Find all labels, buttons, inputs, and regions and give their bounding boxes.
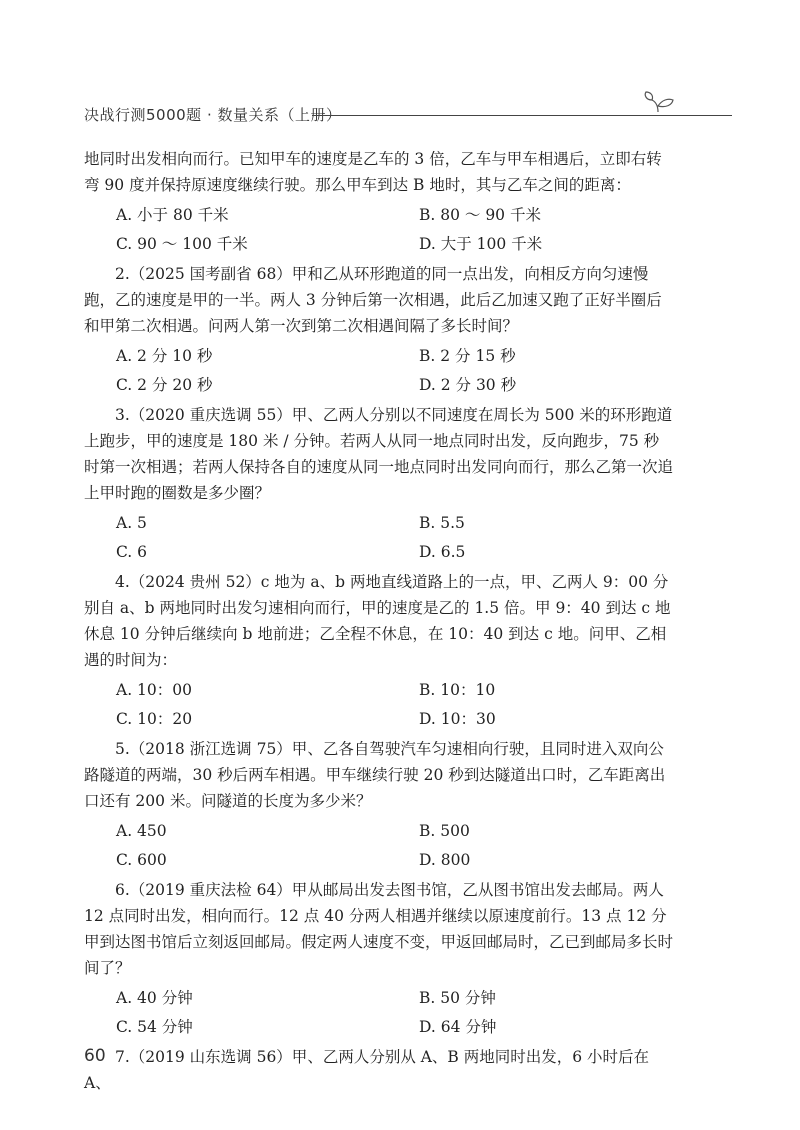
option-b: B. 5.5 — [419, 514, 465, 532]
option-b: B. 80 ～ 90 千米 — [419, 206, 541, 224]
question-2 — [84, 261, 674, 400]
question-6 — [84, 877, 674, 1042]
option-d: D. 64 分钟 — [419, 1018, 497, 1036]
question-text: 6.（2019 重庆法检 64）甲从邮局出发去图书馆，乙从图书馆出发去邮局。两人 12 点同时出发，相向而行。12 点 40 分两人相遇并继续以原速度前行。13 点 12 分甲到达图书馆后立刻返回邮局。假定两人速度不变，甲返回邮局时，乙已到邮局多长时间了？ — [84, 881, 674, 977]
option-d: D. 大于 100 千米 — [419, 235, 543, 253]
option-c: C. 54 分钟 — [116, 1018, 193, 1036]
question-text: 4.（2024 贵州 52）c 地为 a、b 两地直线道路上的一点，甲、乙两人 9：00 分别自 a、b 两地同时出发匀速相向而行，甲的速度是乙的 1.5 倍。甲 9：40 到达 c 地休息 10 分钟后继续向 b 地前进；乙全程不休息，在 10：40 到达 c 地。问甲、乙相遇的时间为： — [84, 573, 671, 669]
option-c: C. 10：20 — [116, 710, 193, 728]
question-text: 7.（2019 山东选调 56）甲、乙两人分别从 A、B 两地同时出发，6 小时后在 A、 — [84, 1048, 650, 1092]
option-a: A. 2 分 10 秒 — [116, 347, 213, 365]
option-a: A. 10：00 — [116, 681, 192, 699]
options-grid — [84, 817, 674, 875]
option-c: C. 6 — [116, 543, 148, 561]
options-grid — [84, 342, 674, 400]
question-5 — [84, 736, 674, 875]
page-content — [84, 146, 674, 1096]
running-header — [84, 104, 664, 128]
options-grid — [84, 676, 674, 734]
option-b: B. 500 — [419, 822, 470, 840]
option-d: D. 2 分 30 秒 — [419, 376, 517, 394]
question-7 — [84, 1044, 674, 1096]
options-grid — [84, 509, 674, 567]
option-a: A. 450 — [116, 822, 167, 840]
option-a: A. 5 — [116, 514, 147, 532]
sprout-icon — [640, 88, 680, 118]
book-title: 决战行测5000题 · 数量关系（上册） — [84, 106, 342, 124]
options-grid — [84, 201, 674, 259]
option-d: D. 6.5 — [419, 543, 466, 561]
option-c: C. 90 ～ 100 千米 — [116, 235, 248, 253]
option-b: B. 2 分 15 秒 — [419, 347, 516, 365]
option-d: D. 800 — [419, 851, 471, 869]
question-1-tail — [84, 146, 674, 259]
option-c: C. 600 — [116, 851, 167, 869]
question-4 — [84, 569, 674, 734]
question-text: 地同时出发相向而行。已知甲车的速度是乙车的 3 倍，乙车与甲车相遇后，立即右转弯 90 度并保持原速度继续行驶。那么甲车到达 B 地时，其与乙车之间的距离： — [84, 150, 662, 194]
question-text: 2.（2025 国考副省 68）甲和乙从环形跑道的同一点出发，向相反方向匀速慢跑，乙的速度是甲的一半。两人 3 分钟后第一次相遇，此后乙加速又跑了正好半圈后和甲第二次相遇。问两人第一次到第二次相遇间隔了多长时间？ — [84, 265, 662, 335]
option-c: C. 2 分 20 秒 — [116, 376, 213, 394]
option-b: B. 50 分钟 — [419, 989, 496, 1007]
page-number: 60 — [84, 1046, 106, 1066]
options-grid — [84, 984, 674, 1042]
option-b: B. 10：10 — [419, 681, 496, 699]
option-a: A. 小于 80 千米 — [116, 206, 229, 224]
question-3 — [84, 402, 674, 567]
question-text: 5.（2018 浙江选调 75）甲、乙各自驾驶汽车匀速相向行驶，且同时进入双向公路隧道的两端，30 秒后两车相遇。甲车继续行驶 20 秒到达隧道出口时，乙车距离出口还有 200 米。问隧道的长度为多少米？ — [84, 740, 666, 810]
option-a: A. 40 分钟 — [116, 989, 193, 1007]
question-text: 3.（2020 重庆选调 55）甲、乙两人分别以不同速度在周长为 500 米的环形跑道上跑步，甲的速度是 180 米 / 分钟。若两人从同一地点同时出发，反向跑步，75 秒时第一次相遇；若两人保持各自的速度从同一地点同时出发同向而行，那么乙第一次追上甲时跑的圈数是多少圈？ — [84, 406, 674, 502]
option-d: D. 10：30 — [419, 710, 496, 728]
